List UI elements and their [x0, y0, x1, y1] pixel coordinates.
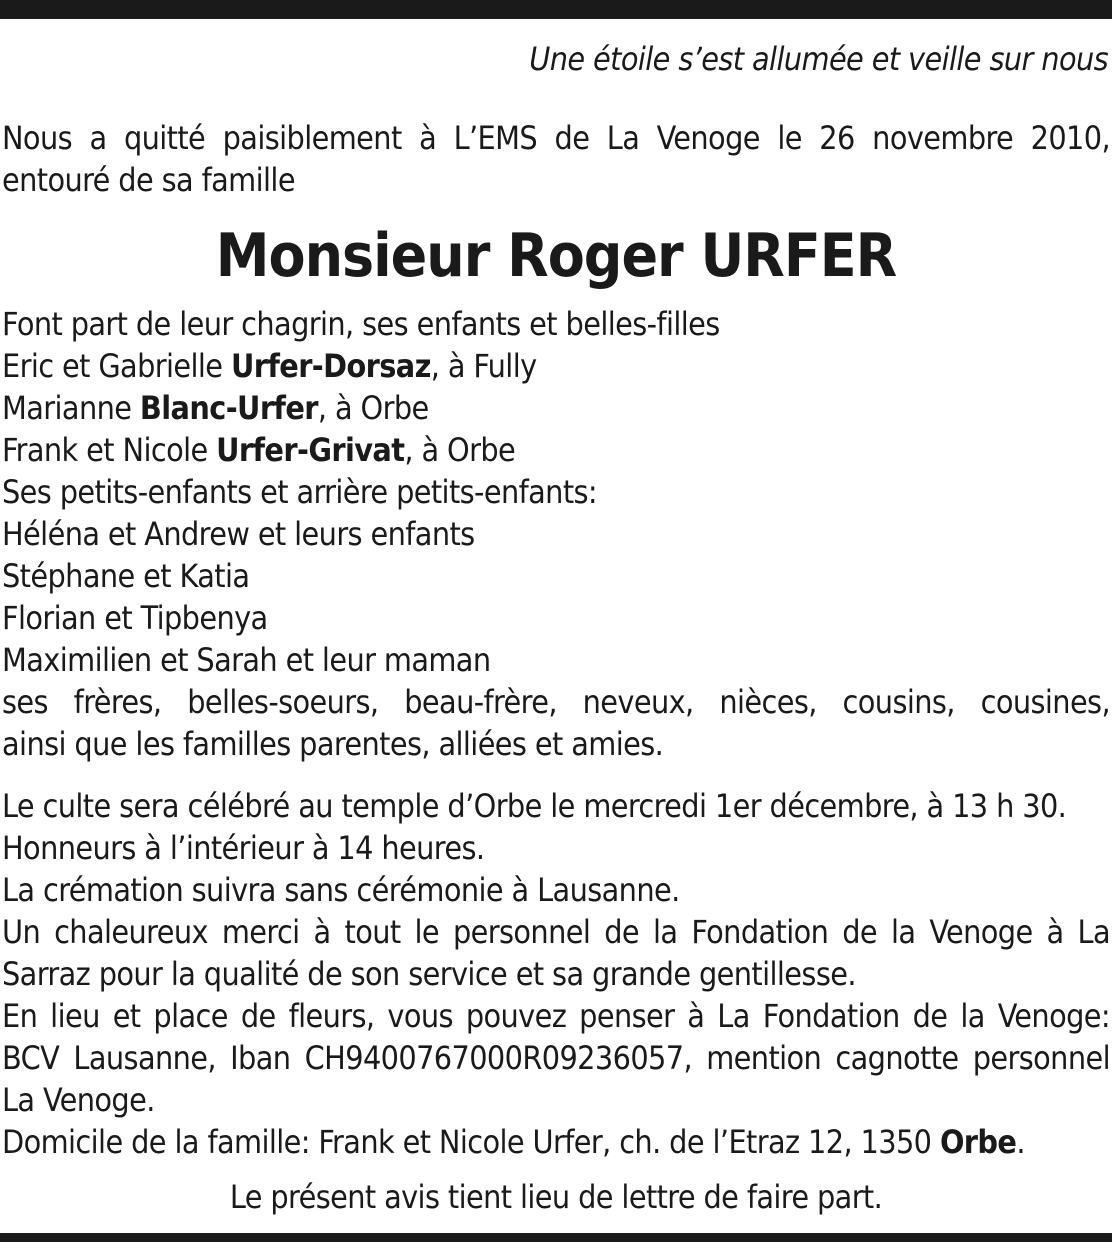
- domicile-city: Orbe: [939, 1123, 1017, 1161]
- grandchild-line: Héléna et Andrew et leurs enfants: [2, 515, 475, 553]
- member-surname: Blanc-Urfer: [139, 389, 318, 427]
- deceased-name: Monsieur Roger URFER: [215, 221, 897, 291]
- domicile-text: Domicile de la famille: Frank et Nicole Urfer, ch. de l’Etraz 12, 1350 Orbe.: [2, 1123, 1025, 1161]
- member-surname: Urfer-Dorsaz: [230, 347, 431, 385]
- relatives-line: ses frères, belles-soeurs, beau-frère, neveux, nièces, cousins, cousines,: [2, 683, 1110, 721]
- cremation-text: La crémation suivra sans cérémonie à Lausanne.: [2, 871, 680, 909]
- family-lead: Font part de leur chagrin, ses enfants et belles-filles: [2, 305, 720, 343]
- closing-text: Le présent avis tient lieu de lettre de faire part.: [229, 1178, 883, 1216]
- family-member: Frank et Nicole Urfer-Grivat, à Orbe: [2, 431, 516, 469]
- member-surname: Urfer-Grivat: [216, 431, 405, 469]
- grandchild-line: Maximilien et Sarah et leur maman: [2, 641, 491, 679]
- relatives-line: ainsi que les familles parentes, alliées et amies.: [2, 725, 664, 763]
- grandchildren-heading: Ses petits-enfants et arrière petits-enfants:: [2, 473, 598, 511]
- grandchild-line: Stéphane et Katia: [2, 557, 250, 595]
- motto: Une étoile s’est allumée et veille sur nous: [529, 40, 1108, 78]
- service-text: Le culte sera célébré au temple d’Orbe le mercredi 1er décembre, à 13 h 30.: [2, 787, 1067, 825]
- top-rule: [0, 0, 1112, 19]
- intro-text: Nous a quitté paisiblement à L’EMS de La Venoge le 26 novembre 2010, entouré de sa famille: [2, 119, 1110, 199]
- family-section: [2, 303, 1110, 765]
- family-member: Marianne Blanc-Urfer, à Orbe: [2, 389, 429, 427]
- thanks-text: Un chaleureux merci à tout le personnel de la Fondation de la Venoge à La Sarraz pour la qualité de son service et sa grande gentillesse.: [2, 913, 1110, 993]
- donation-text: En lieu et place de fleurs, vous pouvez penser à La Fondation de la Venoge: BCV Lausanne, Iban CH9400767000R09236057, mention cagnotte personnel La Venoge.: [2, 997, 1110, 1119]
- honours-text: Honneurs à l’intérieur à 14 heures.: [2, 829, 485, 867]
- bottom-rule: [0, 1233, 1112, 1242]
- family-member: Eric et Gabrielle Urfer-Dorsaz, à Fully: [2, 347, 537, 385]
- grandchild-line: Florian et Tipbenya: [2, 599, 268, 637]
- ceremony-section: [2, 785, 1110, 1163]
